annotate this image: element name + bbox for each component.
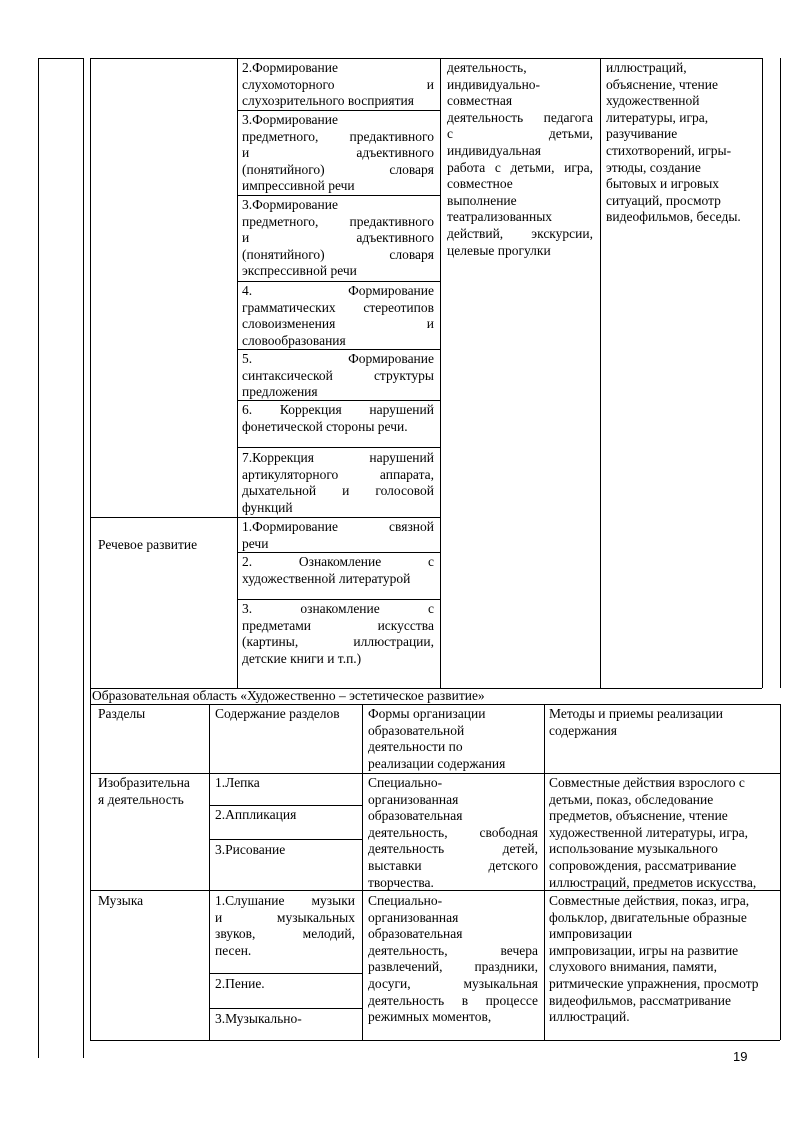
- text-line: Формы организации: [368, 706, 486, 721]
- text-line: работа с детьми, игра,: [447, 159, 593, 175]
- item-singing: 2.Пение.: [215, 976, 265, 991]
- text-line: театрализованных: [447, 209, 553, 225]
- item-risovanie: 3.Рисование: [215, 842, 286, 857]
- text-line: ритмические упражнения, просмотр: [549, 975, 759, 991]
- text-line: экспрессивной речи: [242, 263, 357, 279]
- text-line: синтаксической структуры: [242, 367, 434, 383]
- content-item: [242, 402, 434, 435]
- text-line: (понятийного) словаря: [242, 246, 434, 262]
- content-item: [242, 519, 434, 552]
- text-line: (понятийного) словаря: [242, 161, 434, 177]
- text-line: иллюстраций, предметов искусства,: [549, 874, 757, 890]
- text-line: деятельность, вечера: [368, 942, 538, 958]
- text-line: бытовых и игровых: [606, 176, 720, 192]
- text-line: использование музыкального: [549, 841, 718, 857]
- text-line: и музыкальных: [215, 909, 355, 925]
- text-line: художественной литературой: [242, 570, 411, 586]
- content-item: [242, 112, 434, 195]
- text-line: артикуляторного аппарата,: [242, 466, 434, 482]
- text-line: стихотворений, игры-: [606, 142, 732, 158]
- text-line: и адъективного: [242, 230, 434, 246]
- text-line: действий, экскурсии,: [447, 225, 593, 241]
- text-line: образовательная: [368, 808, 463, 824]
- text-line: выставки детского: [368, 857, 538, 873]
- text-line: 1.Слушание музыки: [215, 893, 355, 908]
- text-line: предложения: [242, 384, 318, 400]
- text-line: деятельность,: [447, 60, 527, 75]
- item-listening: [215, 893, 355, 959]
- text-line: импрессивной речи: [242, 178, 355, 194]
- text-line: содержания: [549, 722, 617, 738]
- text-line: деятельности по: [368, 739, 463, 755]
- text-line: 1.Формирование связной: [242, 519, 434, 534]
- text-line: слухового внимания, памяти,: [549, 959, 717, 975]
- text-line: организованная: [368, 909, 459, 925]
- item-music-rhythm: 3.Музыкально-: [215, 1011, 302, 1026]
- text-line: словообразования: [242, 332, 346, 348]
- text-line: Специально-: [368, 775, 443, 790]
- text-line: речи: [242, 535, 269, 551]
- text-line: организованная: [368, 791, 459, 807]
- row-visual-arts-section: [98, 775, 206, 808]
- text-line: предметами искусства: [242, 617, 434, 633]
- text-line: Методы и приемы реализации: [549, 706, 723, 721]
- text-line: Совместные действия, показ, игра,: [549, 893, 750, 908]
- text-line: этюды, создание: [606, 159, 701, 175]
- row-music-methods: [549, 893, 779, 1026]
- header-forms: [368, 706, 542, 772]
- text-line: фольклор, двигательные образные: [549, 909, 747, 925]
- text-line: образовательная: [368, 926, 463, 942]
- header-sections: Разделы: [98, 706, 146, 721]
- methods-cell-top: [606, 60, 758, 226]
- text-line: творчества.: [368, 874, 434, 890]
- text-line: индивидуальная: [447, 142, 542, 158]
- text-line: выполнение: [447, 192, 517, 208]
- text-line: художественной: [606, 93, 700, 109]
- text-line: ситуаций, просмотр: [606, 192, 721, 208]
- content-item: [242, 60, 434, 110]
- text-line: детьми, показ, обследование: [549, 791, 714, 807]
- page-number: 19: [733, 1049, 748, 1064]
- content-item: [242, 283, 434, 349]
- row-visual-arts-forms: [368, 775, 538, 891]
- text-line: литературы, игра,: [606, 109, 709, 125]
- text-line: импровизации, игры на развитие: [549, 942, 739, 958]
- text-line: образовательной: [368, 722, 465, 738]
- area-title: Образовательная область «Художественно – эстетическое развитие»: [92, 688, 485, 703]
- row-visual-arts-methods: [549, 775, 779, 891]
- row-music-forms: [368, 893, 538, 1026]
- text-line: детские книги и т.п.): [242, 650, 362, 666]
- text-line: целевые прогулки: [447, 242, 551, 258]
- text-line: предметного, предактивного: [242, 128, 434, 144]
- text-line: 2. Ознакомление с: [242, 554, 434, 569]
- text-line: 3. ознакомление с: [242, 601, 434, 616]
- text-line: 2.Формирование: [242, 60, 338, 75]
- text-line: досуги, музыкальная: [368, 975, 538, 991]
- content-item: [242, 450, 434, 516]
- text-line: объяснение, чтение: [606, 76, 718, 92]
- text-line: деятельность педагога: [447, 109, 593, 125]
- text-line: словоизменения и: [242, 316, 434, 332]
- row-music-section: Музыка: [98, 893, 144, 908]
- text-line: деятельность детей,: [368, 841, 538, 857]
- item-lepka: 1.Лепка: [215, 775, 260, 790]
- text-line: иллюстраций.: [549, 1009, 630, 1025]
- text-line: функций: [242, 499, 293, 515]
- text-line: 7.Коррекция нарушений: [242, 450, 434, 465]
- text-line: 4. Формирование: [242, 283, 434, 298]
- text-line: деятельность, свободная: [368, 824, 538, 840]
- text-line: дыхательной и голосовой: [242, 483, 434, 499]
- text-line: импровизации: [549, 926, 633, 942]
- content-item: [242, 197, 434, 280]
- text-line: слухозрительного восприятия: [242, 93, 414, 109]
- content-item: [242, 554, 434, 587]
- text-line: предметов, объяснение, чтение: [549, 808, 728, 824]
- text-line: художественной литературы, игра,: [549, 824, 749, 840]
- text-line: фонетической стороны речи.: [242, 418, 408, 434]
- text-line: предметного, предактивного: [242, 213, 434, 229]
- text-line: деятельность в процессе: [368, 992, 538, 1008]
- text-line: совместная: [447, 93, 513, 109]
- text-line: разучивание: [606, 126, 678, 142]
- text-line: сопровождения, рассматривание: [549, 857, 737, 873]
- text-line: Совместные действия взрослого с: [549, 775, 745, 790]
- text-line: я деятельность: [98, 791, 184, 807]
- text-line: совместное: [447, 176, 513, 192]
- text-line: реализации содержания: [368, 755, 506, 771]
- text-line: песен.: [215, 942, 252, 958]
- content-item: [242, 351, 434, 401]
- text-line: Изобразительна: [98, 775, 190, 790]
- text-line: Специально-: [368, 893, 443, 908]
- text-line: индивидуально-: [447, 76, 541, 92]
- header-methods: [549, 706, 777, 739]
- text-line: звуков, мелодий,: [215, 926, 355, 942]
- header-content: Содержание разделов: [215, 706, 340, 721]
- text-line: видеофильмов, рассматривание: [549, 992, 731, 1008]
- content-item: [242, 601, 434, 667]
- text-line: и адъективного: [242, 145, 434, 161]
- section-label-speech: Речевое развитие: [98, 537, 198, 552]
- item-applikaciya: 2.Аппликация: [215, 807, 297, 822]
- text-line: (картины, иллюстрации,: [242, 634, 434, 650]
- text-line: 6. Коррекция нарушений: [242, 402, 434, 417]
- text-line: грамматических стереотипов: [242, 299, 434, 315]
- text-line: иллюстраций,: [606, 60, 687, 75]
- text-line: слухомоторного и: [242, 76, 434, 92]
- text-line: 5. Формирование: [242, 351, 434, 366]
- forms-cell-top: [447, 60, 593, 259]
- text-line: развлечений, праздники,: [368, 959, 538, 975]
- text-line: с детьми,: [447, 126, 593, 142]
- text-line: видеофильмов, беседы.: [606, 209, 741, 225]
- text-line: режимных моментов,: [368, 1009, 492, 1025]
- text-line: 3.Формирование: [242, 112, 338, 127]
- text-line: 3.Формирование: [242, 197, 338, 212]
